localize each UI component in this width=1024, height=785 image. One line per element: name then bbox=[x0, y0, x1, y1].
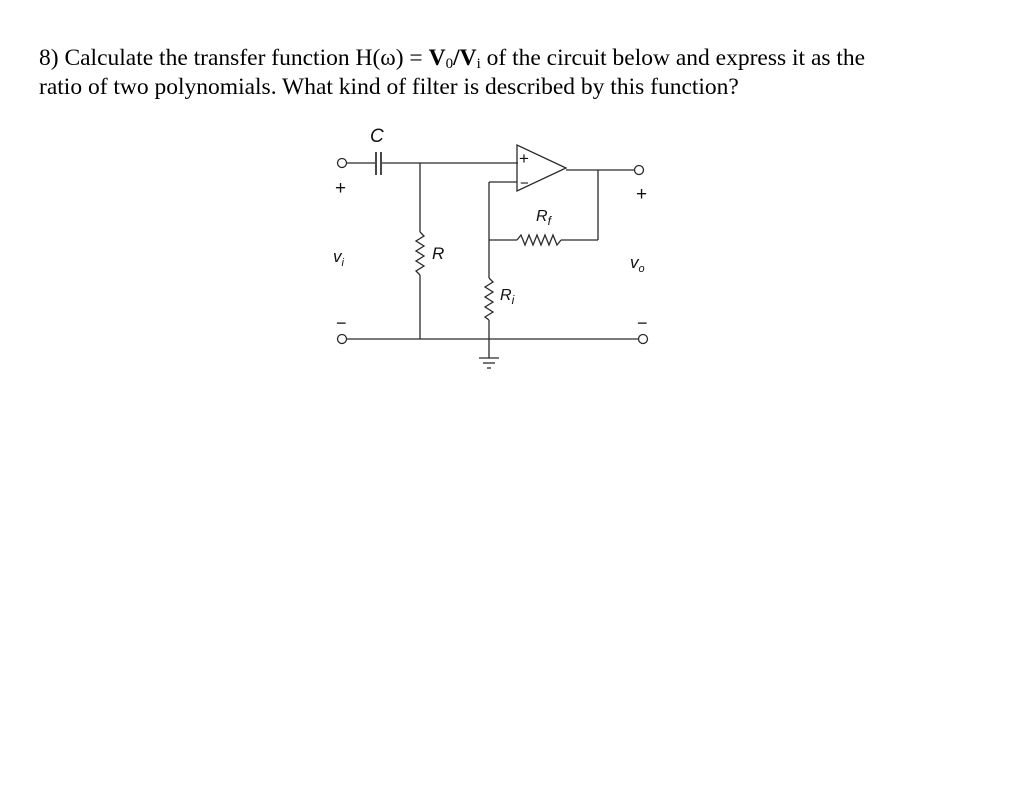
question-line-2: ratio of two polynomials. What kind of filter is described by this function? bbox=[39, 74, 739, 100]
output-top-terminal bbox=[635, 166, 644, 175]
input-minus-sign: − bbox=[336, 313, 347, 333]
question-line-1-start: Calculate the transfer function H(ω) = bbox=[64, 45, 429, 71]
output-bottom-terminal bbox=[639, 335, 648, 344]
resistor-r-label: R bbox=[432, 244, 445, 263]
resistor-rf-label bbox=[536, 208, 553, 228]
capacitor-label: C bbox=[370, 126, 384, 147]
input-voltage-label bbox=[333, 247, 345, 269]
input-voltage-subscript: i bbox=[341, 257, 344, 269]
input-voltage-letter: v bbox=[333, 247, 342, 266]
opamp-plus-sign: + bbox=[519, 149, 529, 168]
vo-symbol: V bbox=[428, 45, 446, 71]
vo-subscript: 0 bbox=[445, 56, 454, 72]
resistor-rf bbox=[517, 235, 561, 245]
output-voltage-letter: v bbox=[630, 253, 639, 272]
resistor-rf-subscript: f bbox=[547, 214, 551, 228]
resistor-rf-letter: R bbox=[536, 208, 548, 225]
input-plus-sign: + bbox=[335, 178, 347, 199]
capacitor bbox=[376, 152, 381, 175]
resistor-ri-label bbox=[500, 287, 515, 307]
opamp-minus-sign: − bbox=[520, 175, 529, 192]
output-voltage-subscript: o bbox=[638, 263, 645, 275]
vi-symbol: V bbox=[459, 45, 477, 71]
output-minus-sign: − bbox=[637, 313, 648, 333]
output-plus-sign: + bbox=[636, 184, 648, 205]
resistor-ri bbox=[485, 278, 493, 320]
resistor-r bbox=[416, 232, 424, 275]
resistor-ri-subscript: i bbox=[511, 293, 515, 307]
vi-subscript: i bbox=[476, 56, 481, 72]
question-line-1-end: of the circuit below and express it as the bbox=[480, 45, 866, 71]
ratio-slash: / bbox=[453, 45, 460, 71]
input-bottom-terminal bbox=[338, 335, 347, 344]
input-top-terminal bbox=[338, 159, 347, 168]
resistor-ri-letter: R bbox=[500, 287, 512, 304]
question-number: 8) bbox=[39, 45, 59, 71]
ground-icon bbox=[479, 358, 499, 368]
output-voltage-label bbox=[630, 253, 645, 275]
